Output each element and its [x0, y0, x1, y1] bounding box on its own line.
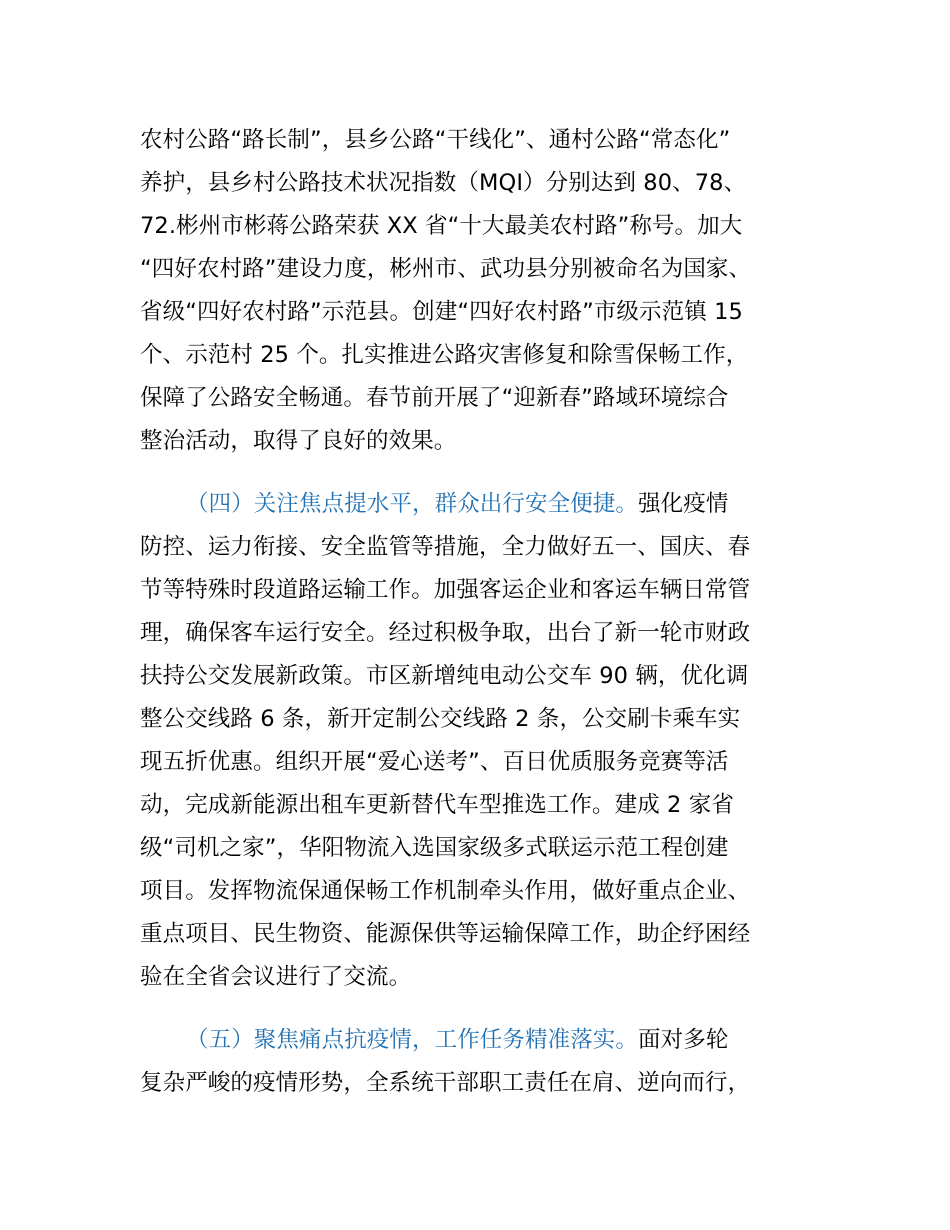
paragraph-line: 个、示范村 25 个。扎实推进公路灾害修复和除雪保畅工作，	[140, 342, 749, 368]
paragraph-line: 防控、运力衔接、安全监管等措施，全力做好五一、国庆、春	[140, 534, 751, 560]
paragraph-line: 保障了公路安全畅通。春节前开展了“迎新春”路域环境综合	[140, 385, 729, 411]
paragraph-line: 养护，县乡村公路技术状况指数（MQI）分别达到 80、78、	[140, 170, 747, 196]
paragraph-line: 整公交线路 6 条，新开定制公交线路 2 条，公交刷卡乘车实	[140, 706, 741, 732]
section-4-lead-text: 强化疫情	[638, 491, 729, 517]
section-5-heading: （五）聚焦痛点抗疫情，工作任务精准落实。	[186, 1027, 639, 1053]
paragraph-line: 扶持公交发展新政策。市区新增纯电动公交车 90 辆，优化调	[140, 663, 749, 689]
section-4-heading: （四）关注焦点提水平，群众出行安全便捷。	[186, 491, 639, 517]
paragraph-line: 理，确保客车运行安全。经过积极争取，出台了新一轮市财政	[140, 620, 751, 646]
paragraph-line: 整治活动，取得了良好的效果。	[140, 428, 457, 454]
paragraph-line: 省级“四好农村路”示范县。创建“四好农村路”市级示范镇 15	[140, 299, 743, 325]
paragraph-line: 验在全省会议进行了交流。	[140, 964, 412, 990]
section-5-first-line	[186, 1025, 728, 1055]
paragraph-line: 复杂严峻的疫情形势，全系统干部职工责任在肩、逆向而行，	[140, 1070, 751, 1096]
paragraph-line: 现五折优惠。组织开展“爱心送考”、百日优质服务竞赛等活	[140, 749, 729, 775]
paragraph-line: 级“司机之家”，华阳物流入选国家级多式联运示范工程创建	[140, 835, 729, 861]
paragraph-line: 72.彬州市彬蒋公路荣获 XX 省“十大最美农村路”称号。加大	[140, 213, 743, 239]
paragraph-line: 农村公路“路长制”，县乡公路“干线化”、通村公路“常态化”	[140, 127, 731, 153]
paragraph-line: “四好农村路”建设力度，彬州市、武功县分别被命名为国家、	[140, 256, 752, 282]
paragraph-line: 重点项目、民生物资、能源保供等运输保障工作，助企纾困经	[140, 921, 751, 947]
paragraph-line: 节等特殊时段道路运输工作。加强客运企业和客运车辆日常管	[140, 577, 751, 603]
section-4-first-line	[186, 489, 728, 519]
section-5-lead-text: 面对多轮	[638, 1027, 729, 1053]
paragraph-line: 项目。发挥物流保通保畅工作机制牵头作用，做好重点企业、	[140, 878, 751, 904]
paragraph-line: 动，完成新能源出租车更新替代车型推选工作。建成 2 家省	[140, 792, 734, 818]
